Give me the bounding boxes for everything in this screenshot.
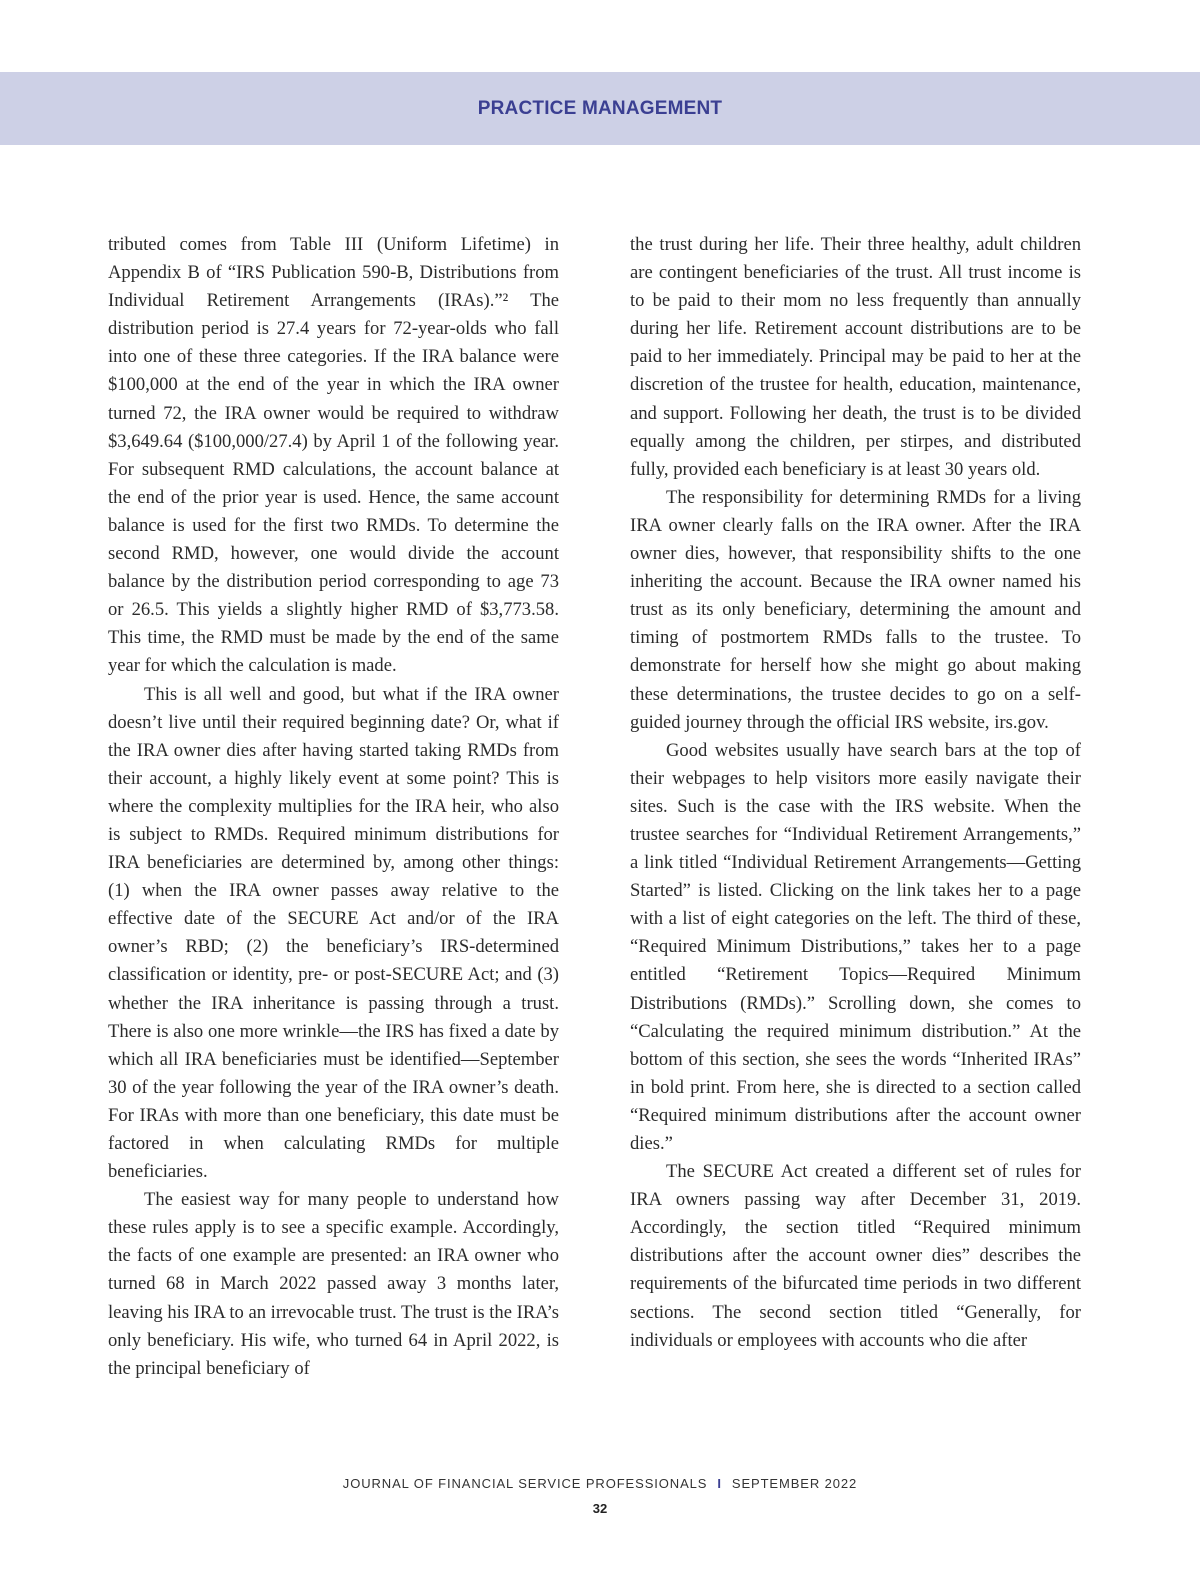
paragraph: tributed comes from Table III (Uniform Lifetime) in Appendix B of “IRS Publication 590-B, Distributions from Individual Retirement Arrangements (IRAs).”² The distribution period is 27.4 years for 72-year-olds who fall into one of these three categories. If the IRA balance were $100,000 at the end of the year in which the IRA owner turned 72, the IRA owner would be required to withdraw $3,649.64 ($100,000/27.4) by April 1 of the following year. For subsequent RMD calculations, the account balance at the end of the prior year is used. Hence, the same account balance is used for the first two RMDs. To determine the second RMD, however, one would divide the account balance by the distribution period corresponding to age 73 or 26.5. This yields a slightly higher RMD of $3,773.58. This time, the RMD must be made by the end of the same year for which the calculation is made. xyxy=(108,234,559,677)
paragraph: Good websites usually have search bars at the top of their webpages to help visitors more easily navigate their sites. Such is the case with the IRS website. When the trustee searches for “Individual Retirement Arrangements,” a link titled “Individual Retirement Arrangements—Getting Started” is listed. Clicking on the link takes her to a page with a list of eight categories on the left. The third of these, “Required Minimum Distributions,” takes her to a page entitled “Retirement Topics—Required Minimum Distributions (RMDs).” Scrolling down, she comes to “Calculating the required minimum distribution.” At the bottom of this section, she sees the words “Inherited IRAs” in bold print. From here, she is directed to a section called “Required minimum distributions after the account owner dies.” xyxy=(630,739,1081,1154)
journal-name: JOURNAL OF FINANCIAL SERVICE PROFESSIONALS xyxy=(342,1476,708,1491)
paragraph: the trust during her life. Their three healthy, adult children are contingent beneficiaries of the trust. All trust income is to be paid to their mom no less frequently than annually during her life. Retirement account distributions are to be paid to her immediately. Principal may be paid to her at the discretion of the trustee for health, education, maintenance, and support. Following her death, the trust is to be divided equally among the children, per stirpes, and distributed fully, provided each beneficiary is at least 30 years old. xyxy=(630,234,1081,480)
page-number: 32 xyxy=(592,1501,608,1516)
paragraph: The responsibility for determining RMDs for a living IRA owner clearly falls on the IRA owner. After the IRA owner dies, however, that responsibility shifts to the one inheriting the account. Because the IRA owner named his trust as its only beneficiary, determining the amount and timing of postmortem RMDs falls to the trustee. To demonstrate for herself how she might go about making these determinations, the trustee decides to go on a self-guided journey through the official IRS website, irs.gov. xyxy=(630,486,1081,733)
footer-separator: I xyxy=(717,1476,722,1491)
section-title: PRACTICE MANAGEMENT xyxy=(477,98,723,119)
paragraph: The SECURE Act created a different set of rules for IRA owners passing way after December 31, 2019. Accordingly, the section titled “Required minimum distributions after the account owner dies” describes the requirements of the bifurcated time periods in two different sections. The second section titled “Generally, for individuals or employees with accounts who die after xyxy=(630,1161,1081,1351)
footer xyxy=(0,1476,1200,1491)
right-column xyxy=(630,231,1081,1355)
issue-date: SEPTEMBER 2022 xyxy=(731,1476,858,1491)
paragraph: The easiest way for many people to understand how these rules apply is to see a specific example. Accordingly, the facts of one example are presented: an IRA owner who turned 68 in March 2022 passed away 3 months later, leaving his IRA to an irrevocable trust. The trust is the IRA’s only beneficiary. His wife, who turned 64 in April 2022, is the principal beneficiary of xyxy=(108,1189,559,1379)
left-column xyxy=(108,231,559,1383)
paragraph: This is all well and good, but what if the IRA owner doesn’t live until their required beginning date? Or, what if the IRA owner dies after having started taking RMDs from their account, a highly likely event at some point? This is where the complexity multiplies for the IRA heir, who also is subject to RMDs. Required minimum distributions for IRA beneficiaries are determined by, among other things: (1) when the IRA owner passes away relative to the effective date of the SECURE Act and/or of the IRA owner’s RBD; (2) the beneficiary’s IRS-determined classification or identity, pre- or post-SECURE Act; and (3) whether the IRA inheritance is passing through a trust. There is also one more wrinkle—the IRS has fixed a date by which all IRA beneficiaries must be identified—September 30 of the year following the year of the IRA owner’s death. For IRAs with more than one beneficiary, this date must be factored in when calculating RMDs for multiple beneficiaries. xyxy=(108,683,559,1183)
